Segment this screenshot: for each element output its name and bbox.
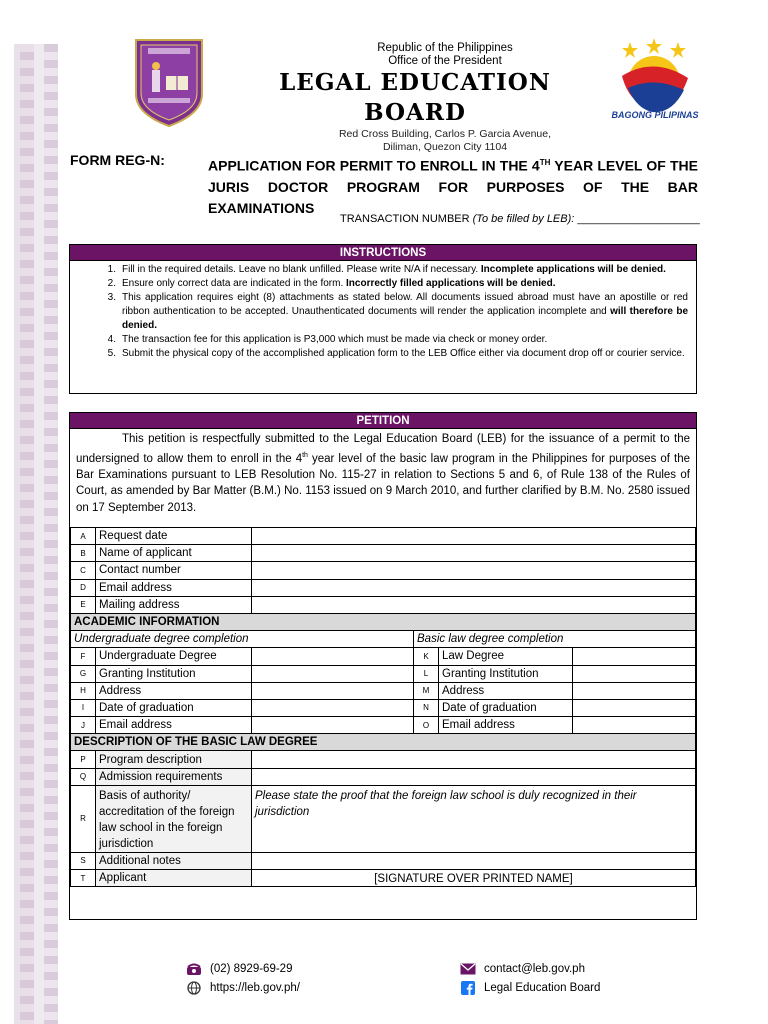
input-field[interactable] (252, 768, 696, 785)
instruction-item (70, 291, 688, 333)
form-row (71, 751, 696, 768)
row-letter: D (71, 579, 96, 596)
bagong-pilipinas-text: BAGONG PILIPINAS (611, 110, 699, 120)
instruction-number: 1. (107, 264, 116, 275)
input-field[interactable] (573, 648, 696, 665)
globe-icon (186, 981, 202, 995)
instruction-text: This application requires eight (8) attachments as stated below. All documents issued abroad must have an apostille or red ribbon authentication to be accepted. Unauthenticated documents will render the application incomplete and will therefore be denied. (122, 292, 689, 331)
republic-line: Republic of the Philippines (377, 42, 513, 54)
row-letter: M (414, 682, 439, 699)
field-label: Email address (439, 717, 573, 734)
form-row (71, 682, 696, 699)
row-letter: H (71, 682, 96, 699)
letterhead (279, 42, 600, 154)
field-label: Undergraduate Degree (96, 648, 252, 665)
address-line-2: Diliman, Quezon City 1104 (382, 141, 508, 153)
form-row (71, 528, 696, 545)
row-letter: T (71, 870, 96, 887)
facebook-icon (460, 981, 476, 995)
form-row (71, 699, 696, 716)
petition-heading: PETITION (70, 413, 696, 429)
footer-website[interactable]: https://leb.gov.ph/ (186, 981, 300, 995)
transaction-number: TRANSACTION NUMBER (To be filled by LEB): ____________________ (340, 213, 700, 225)
field-label: Address (96, 682, 252, 699)
instruction-item (70, 347, 688, 361)
instruction-text: Fill in the required details. Leave no blank unfilled. Please write N/A if necessary. Incomplete applications will be denied. (122, 264, 666, 275)
field-label: Request date (96, 528, 252, 545)
form-row (71, 596, 696, 613)
row-letter: C (71, 562, 96, 579)
instructions-heading: INSTRUCTIONS (70, 245, 696, 261)
instruction-number: 2. (107, 278, 116, 289)
petition-form-table (70, 527, 696, 887)
instruction-text: Submit the physical copy of the accomplished application form to the LEB Office either via document drop off or courier service. (122, 348, 685, 359)
field-label: Program description (96, 751, 252, 768)
field-label: Contact number (96, 562, 252, 579)
signature-field[interactable]: [SIGNATURE OVER PRINTED NAME] (252, 870, 696, 887)
row-letter: A (71, 528, 96, 545)
section-row (71, 613, 696, 630)
form-row (71, 768, 696, 785)
row-letter: G (71, 665, 96, 682)
input-field[interactable] (252, 562, 696, 579)
form-row (71, 785, 696, 852)
field-label: Granting Institution (439, 665, 573, 682)
instruction-number: 4. (107, 334, 116, 345)
form-code: FORM REG-N: (70, 152, 165, 168)
row-letter: F (71, 648, 96, 665)
field-label: Date of graduation (439, 699, 573, 716)
petition-box (69, 412, 697, 920)
input-field[interactable] (252, 528, 696, 545)
description-heading: DESCRIPTION OF THE BASIC LAW DEGREE (71, 734, 696, 751)
field-label: Additional notes (96, 852, 252, 869)
address-line-1: Red Cross Building, Carlos P. Garcia Avenue, (338, 128, 552, 140)
input-field[interactable] (573, 699, 696, 716)
input-field[interactable] (252, 699, 414, 716)
input-field[interactable] (573, 665, 696, 682)
field-label: Granting Institution (96, 665, 252, 682)
form-row (71, 579, 696, 596)
input-field[interactable] (252, 648, 414, 665)
footer-phone: (02) 8929-69-29 (186, 962, 292, 976)
field-label: Admission requirements (96, 768, 252, 785)
leb-seal-logo (132, 36, 206, 128)
instruction-item (70, 263, 688, 277)
form-row (71, 717, 696, 734)
form-row (71, 545, 696, 562)
section-row (71, 734, 696, 751)
board-name: LEGAL EDUCATION BOARD (279, 69, 551, 126)
instruction-text: The transaction fee for this application is P3,000 which must be made via check or money order. (122, 334, 548, 345)
footer-facebook[interactable]: Legal Education Board (460, 981, 600, 995)
office-line: Office of the President (388, 55, 502, 67)
instruction-number: 5. (107, 348, 116, 359)
mail-icon (460, 962, 476, 976)
subheading-row (71, 631, 696, 648)
undergrad-heading: Undergraduate degree completion (71, 631, 414, 648)
input-field[interactable] (252, 665, 414, 682)
form-title: APPLICATION FOR PERMIT TO ENROLL IN THE 4TH YEAR LEVEL OF THE JURIS DOCTOR PROGRAM FOR PURPOSES OF THE BAR EXAMINATIONS (208, 157, 698, 216)
row-letter: O (414, 717, 439, 734)
field-label: Name of applicant (96, 545, 252, 562)
decorative-side-stripe (14, 44, 64, 1024)
row-letter: Q (71, 768, 96, 785)
row-letter: I (71, 699, 96, 716)
row-letter: N (414, 699, 439, 716)
row-letter: R (71, 785, 96, 852)
instruction-text: Ensure only correct data are indicated in the form. Incorrectly filled applications will be denied. (122, 278, 556, 289)
footer-email[interactable]: contact@leb.gov.ph (460, 962, 585, 976)
form-row (71, 562, 696, 579)
basis-note-field[interactable]: Please state the proof that the foreign law school is duly recognized in their jurisdiction (252, 785, 696, 852)
field-label: Applicant (96, 870, 252, 887)
input-field[interactable] (252, 682, 414, 699)
row-letter: K (414, 648, 439, 665)
form-row (71, 665, 696, 682)
instruction-item (70, 277, 688, 291)
input-field[interactable] (252, 596, 696, 613)
law-heading: Basic law degree completion (414, 631, 696, 648)
input-field[interactable] (252, 717, 414, 734)
field-label: Mailing address (96, 596, 252, 613)
input-field[interactable] (573, 682, 696, 699)
instructions-list (70, 261, 696, 361)
form-row (71, 870, 696, 887)
field-label: Email address (96, 579, 252, 596)
form-row (71, 648, 696, 665)
field-label: Law Degree (439, 648, 573, 665)
field-label: Date of graduation (96, 699, 252, 716)
instruction-number: 3. (107, 292, 116, 303)
input-field[interactable] (252, 579, 696, 596)
input-field[interactable] (252, 852, 696, 869)
field-label: Email address (96, 717, 252, 734)
input-field[interactable] (252, 751, 696, 768)
form-row (71, 852, 696, 869)
row-letter: E (71, 596, 96, 613)
input-field[interactable] (252, 545, 696, 562)
phone-icon (186, 962, 202, 976)
instructions-box (69, 244, 697, 394)
input-field[interactable] (573, 717, 696, 734)
petition-statement: This petition is respectfully submitted to the Legal Education Board (LEB) for the issuance of a permit to the undersigned to allow them to enroll in the 4th year level of the basic law program in the Philippines for purposes of the Bar Examinations pursuant to LEB Resolution No. 115-27 in relation to Sections 5 and 6, of Rule 138 of the Rules of Court, as amended by Bar Matter (B.M.) No. 1153 issued on 9 March 2010, and further clarified by B.M. No. 2580 issued on 17 September 2013. (76, 433, 690, 514)
row-letter: B (71, 545, 96, 562)
row-letter: L (414, 665, 439, 682)
instruction-item (70, 333, 688, 347)
academic-heading: ACADEMIC INFORMATION (71, 613, 696, 630)
row-letter: S (71, 852, 96, 869)
row-letter: J (71, 717, 96, 734)
field-label: Basis of authority/ accreditation of the foreign law school in the foreign jurisdiction (96, 785, 252, 852)
field-label: Address (439, 682, 573, 699)
row-letter: P (71, 751, 96, 768)
